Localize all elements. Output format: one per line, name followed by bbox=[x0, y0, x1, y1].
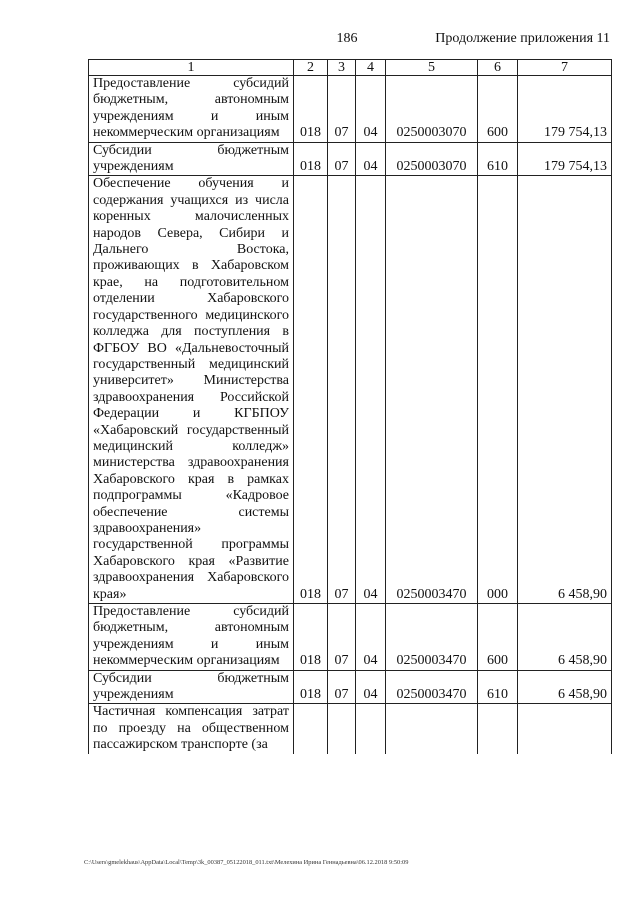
column-header: 4 bbox=[356, 60, 386, 76]
column-header: 6 bbox=[478, 60, 518, 76]
table-row bbox=[89, 704, 612, 754]
row-amount: 6 458,90 bbox=[518, 604, 612, 671]
row-name: Предоставление субсидий бюджетным, автономным учреждениям и иным некоммерческим организациям bbox=[89, 604, 294, 671]
budget-table bbox=[88, 59, 612, 754]
row-name: Предоставление субсидий бюджетным, автономным учреждениям и иным некоммерческим организациям bbox=[89, 76, 294, 143]
row-amount: 6 458,90 bbox=[518, 176, 612, 604]
column-header: 1 bbox=[89, 60, 294, 76]
row-subsection bbox=[356, 704, 386, 754]
row-ministry-code: 018 bbox=[294, 670, 328, 704]
row-subsection: 04 bbox=[356, 142, 386, 176]
row-amount: 179 754,13 bbox=[518, 76, 612, 143]
row-name: Частичная компенсация затрат по проезду на общественном пассажирском транспорте (за bbox=[89, 704, 294, 754]
row-ministry-code: 018 bbox=[294, 176, 328, 604]
row-section bbox=[328, 704, 356, 754]
table-header-row bbox=[89, 60, 612, 76]
row-expense-type: 610 bbox=[478, 670, 518, 704]
row-target-article: 0250003070 bbox=[386, 76, 478, 143]
table-row bbox=[89, 142, 612, 176]
row-ministry-code bbox=[294, 704, 328, 754]
row-section: 07 bbox=[328, 670, 356, 704]
row-section: 07 bbox=[328, 176, 356, 604]
row-target-article: 0250003470 bbox=[386, 670, 478, 704]
row-target-article: 0250003070 bbox=[386, 142, 478, 176]
row-section: 07 bbox=[328, 604, 356, 671]
row-subsection: 04 bbox=[356, 176, 386, 604]
row-amount: 179 754,13 bbox=[518, 142, 612, 176]
row-expense-type bbox=[478, 704, 518, 754]
row-name: Обеспечение обучения и содержания учащихся из числа коренных малочисленных народов Севера, Сибири и Дальнего Востока, проживающих в Хабаровском крае, на подготовительном отделении Хабаровского государственного медицинского колледжа для поступления в ФГБОУ ВО «Дальневосточный государственный медицинский университет» Министерства здравоохранения Российской Федерации и КГБПОУ «Хабаровский государственный медицинский колледж» министерства здравоохранения Хабаровского края в рамках подпрограммы «Кадровое обеспечение системы здравоохранения» государственной программы Хабаровского края «Развитие здравоохранения Хабаровского края» bbox=[89, 176, 294, 604]
column-header: 2 bbox=[294, 60, 328, 76]
row-ministry-code: 018 bbox=[294, 604, 328, 671]
row-expense-type: 000 bbox=[478, 176, 518, 604]
table-row bbox=[89, 604, 612, 671]
row-expense-type: 600 bbox=[478, 76, 518, 143]
row-expense-type: 600 bbox=[478, 604, 518, 671]
row-ministry-code: 018 bbox=[294, 142, 328, 176]
row-target-article: 0250003470 bbox=[386, 604, 478, 671]
row-subsection: 04 bbox=[356, 604, 386, 671]
row-amount bbox=[518, 704, 612, 754]
row-ministry-code: 018 bbox=[294, 76, 328, 143]
row-name: Субсидии бюджетным учреждениям bbox=[89, 142, 294, 176]
column-header: 5 bbox=[386, 60, 478, 76]
table-row bbox=[89, 670, 612, 704]
column-header: 7 bbox=[518, 60, 612, 76]
page-header: Продолжение приложения 11 bbox=[435, 31, 610, 46]
table-row bbox=[89, 76, 612, 143]
row-expense-type: 610 bbox=[478, 142, 518, 176]
row-section: 07 bbox=[328, 76, 356, 143]
file-path-footer: C:\Users\gmelekhaus\AppData\Local\Temp\3k_00387_05122018_011.txt\Мелехина Ирина Геннадьевна\06.12.2018 9:50:09 bbox=[84, 859, 409, 866]
row-amount: 6 458,90 bbox=[518, 670, 612, 704]
row-target-article: 0250003470 bbox=[386, 176, 478, 604]
row-subsection: 04 bbox=[356, 76, 386, 143]
column-header: 3 bbox=[328, 60, 356, 76]
row-subsection: 04 bbox=[356, 670, 386, 704]
row-name: Субсидии бюджетным учреждениям bbox=[89, 670, 294, 704]
table-row bbox=[89, 176, 612, 604]
row-target-article bbox=[386, 704, 478, 754]
row-section: 07 bbox=[328, 142, 356, 176]
page-number: 186 bbox=[336, 31, 358, 46]
